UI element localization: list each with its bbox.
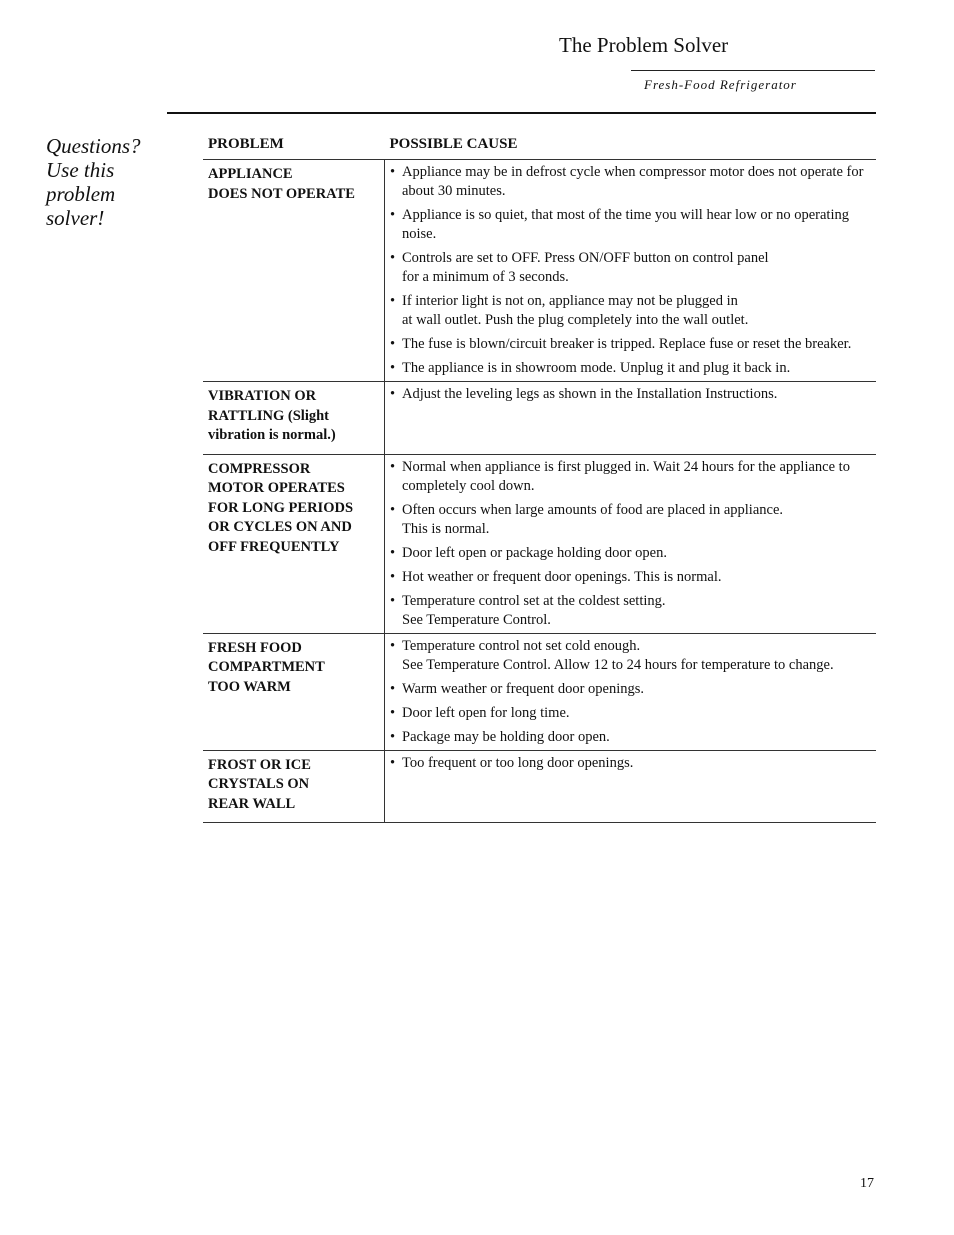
bullet-icon: • bbox=[390, 728, 396, 745]
cause-item bbox=[390, 458, 876, 496]
bullet-icon: • bbox=[390, 544, 396, 561]
column-header-cause: POSSIBLE CAUSE bbox=[385, 134, 877, 160]
section-divider bbox=[167, 112, 876, 114]
table-row bbox=[203, 750, 876, 823]
cause-text: Appliance may be in defrost cycle when compressor motor does not operate for about 30 minutes. bbox=[402, 164, 864, 199]
cause-text: Normal when appliance is first plugged in. Wait 24 hours for the appliance to completely cool down. bbox=[402, 458, 850, 494]
bullet-icon: • bbox=[390, 568, 396, 585]
cause-text: Package may be holding door open. bbox=[402, 728, 610, 745]
problem-label-line: OR CYCLES ON AND bbox=[208, 519, 352, 535]
cause-cell bbox=[385, 454, 877, 633]
cause-cell bbox=[385, 160, 877, 382]
side-note-line: Questions? bbox=[46, 134, 141, 158]
problem-solver-table bbox=[203, 134, 876, 823]
side-note bbox=[46, 134, 176, 230]
cause-text: Temperature control not set cold enough. bbox=[402, 637, 641, 654]
problem-cell bbox=[203, 382, 385, 455]
cause-text: Warm weather or frequent door openings. bbox=[402, 680, 645, 697]
cause-list bbox=[390, 163, 876, 378]
bullet-icon: • bbox=[390, 250, 396, 266]
cause-cell bbox=[385, 633, 877, 750]
cause-item bbox=[390, 249, 876, 287]
header-rule bbox=[631, 70, 875, 71]
cause-text: Appliance is so quiet, that most of the time you will hear low or no operating noise. bbox=[402, 207, 849, 242]
cause-item bbox=[390, 728, 876, 747]
bullet-icon: • bbox=[390, 754, 396, 771]
problem-cell bbox=[203, 454, 385, 633]
problem-label-line: FOR LONG PERIODS bbox=[208, 499, 354, 516]
problem-label-line: vibration is normal.) bbox=[208, 427, 336, 443]
cause-list bbox=[390, 385, 876, 404]
problem-label-line: FROST OR ICE bbox=[208, 756, 311, 773]
side-note-line: problem bbox=[46, 182, 116, 206]
cause-text: Door left open or package holding door open. bbox=[402, 544, 667, 561]
bullet-icon: • bbox=[390, 458, 396, 475]
cause-text: Door left open for long time. bbox=[402, 704, 570, 721]
problem-label-line: CRYSTALS ON bbox=[208, 776, 310, 792]
page-number: 17 bbox=[860, 1176, 874, 1191]
problem-label-line: TOO WARM bbox=[208, 678, 291, 695]
problem-label-line: FRESH FOOD bbox=[208, 639, 302, 656]
cause-text: This is normal. bbox=[402, 520, 490, 537]
cause-list bbox=[390, 637, 876, 747]
problem-cell bbox=[203, 160, 385, 382]
cause-text: Often occurs when large amounts of food are placed in appliance. bbox=[402, 501, 784, 518]
cause-cell bbox=[385, 750, 877, 823]
cause-text: If interior light is not on, appliance may not be plugged in bbox=[402, 293, 738, 309]
bullet-icon: • bbox=[390, 704, 396, 721]
cause-item bbox=[390, 163, 876, 201]
table-body bbox=[203, 160, 876, 823]
problem-label-line: RATTLING (Slight bbox=[208, 407, 329, 424]
bullet-icon: • bbox=[390, 336, 396, 352]
cause-item bbox=[390, 359, 876, 378]
table-row bbox=[203, 160, 876, 382]
cause-text: The appliance is in showroom mode. Unplug it and plug it back in. bbox=[402, 360, 791, 376]
cause-item bbox=[390, 385, 876, 404]
cause-text: The fuse is blown/circuit breaker is tripped. Replace fuse or reset the breaker. bbox=[402, 336, 852, 352]
problem-label-line: OFF FREQUENTLY bbox=[208, 538, 340, 555]
table-row bbox=[203, 454, 876, 633]
problem-cell bbox=[203, 750, 385, 823]
cause-item bbox=[390, 704, 876, 723]
cause-list bbox=[390, 754, 876, 773]
cause-text: Temperature control set at the coldest setting. bbox=[402, 592, 666, 609]
bullet-icon: • bbox=[390, 592, 396, 609]
problem-label-line: COMPARTMENT bbox=[208, 659, 325, 675]
problem-label-line: REAR WALL bbox=[208, 795, 296, 812]
cause-item bbox=[390, 206, 876, 244]
problem-cell bbox=[203, 633, 385, 750]
problem-label-line: VIBRATION OR bbox=[208, 388, 317, 404]
column-header-problem: PROBLEM bbox=[203, 134, 385, 160]
bullet-icon: • bbox=[390, 501, 396, 518]
problem-label-line: DOES NOT OPERATE bbox=[208, 185, 355, 202]
cause-item bbox=[390, 680, 876, 699]
bullet-icon: • bbox=[390, 637, 396, 654]
cause-item bbox=[390, 637, 876, 675]
cause-item bbox=[390, 292, 876, 330]
table-header-row bbox=[203, 134, 876, 160]
cause-item bbox=[390, 335, 876, 354]
bullet-icon: • bbox=[390, 207, 396, 223]
cause-text: Too frequent or too long door openings. bbox=[402, 754, 634, 771]
cause-text: at wall outlet. Push the plug completely into the wall outlet. bbox=[402, 312, 749, 328]
cause-text: See Temperature Control. Allow 12 to 24 hours for temperature to change. bbox=[402, 656, 834, 673]
problem-label-line: APPLIANCE bbox=[208, 166, 293, 182]
bullet-icon: • bbox=[390, 680, 396, 697]
bullet-icon: • bbox=[390, 293, 396, 309]
cause-text: Controls are set to OFF. Press ON/OFF button on control panel bbox=[402, 250, 769, 266]
bullet-icon: • bbox=[390, 386, 396, 402]
cause-item bbox=[390, 754, 876, 773]
side-note-line: Use this bbox=[46, 158, 115, 182]
cause-text: Adjust the leveling legs as shown in the Installation Instructions. bbox=[402, 386, 778, 402]
page-title: The Problem Solver bbox=[559, 33, 729, 57]
cause-text: for a minimum of 3 seconds. bbox=[402, 269, 569, 285]
bullet-icon: • bbox=[390, 164, 396, 180]
side-note-line: solver! bbox=[46, 206, 105, 230]
problem-label-line: COMPRESSOR bbox=[208, 460, 311, 477]
table-row bbox=[203, 633, 876, 750]
cause-item bbox=[390, 568, 876, 587]
page-subtitle: Fresh-Food Refrigerator bbox=[644, 77, 797, 92]
cause-cell bbox=[385, 382, 877, 455]
table-row bbox=[203, 382, 876, 455]
cause-text: See Temperature Control. bbox=[402, 611, 551, 628]
cause-item bbox=[390, 544, 876, 563]
cause-item bbox=[390, 592, 876, 630]
problem-label-line: MOTOR OPERATES bbox=[208, 480, 345, 496]
cause-list bbox=[390, 458, 876, 630]
cause-item bbox=[390, 501, 876, 539]
bullet-icon: • bbox=[390, 360, 396, 376]
cause-text: Hot weather or frequent door openings. This is normal. bbox=[402, 568, 722, 585]
